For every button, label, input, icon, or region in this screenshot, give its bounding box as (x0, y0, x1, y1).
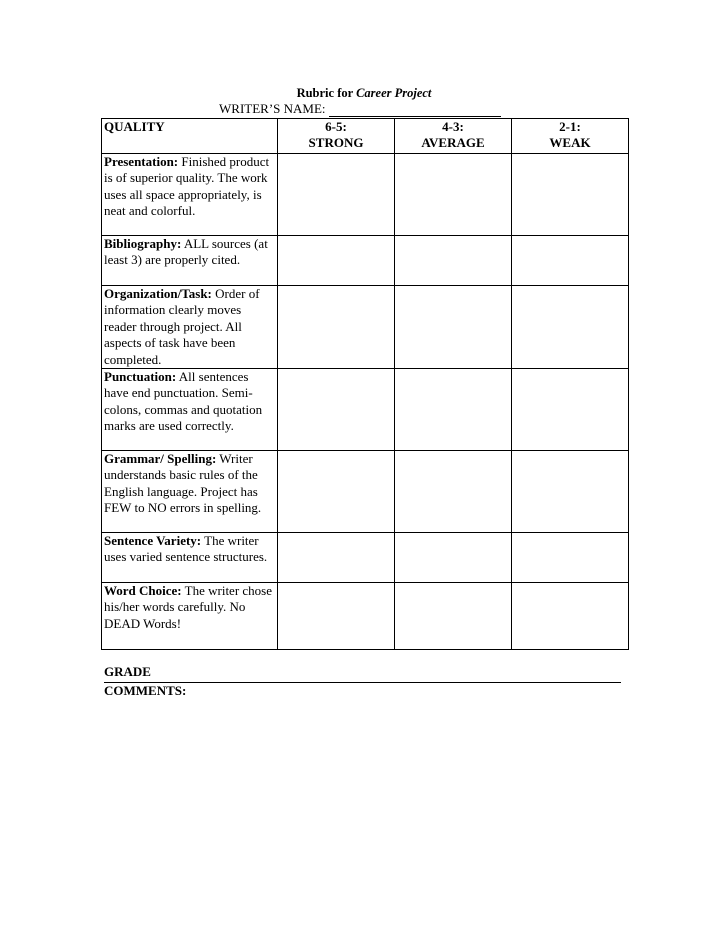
rubric-table (101, 118, 629, 650)
strong-label: STRONG (308, 135, 364, 150)
criterion-row-grammar (102, 451, 629, 533)
criterion-cell (102, 286, 278, 369)
criterion-desc: Finished product is of superior quality. The work uses all space appropriately, is neat and colorful. (104, 154, 270, 219)
criterion-name: Organization/Task: (104, 286, 212, 301)
criterion-name: Word Choice: (104, 583, 182, 599)
score-cell-weak[interactable] (512, 451, 629, 533)
criterion-desc: The writer chose his/her words carefully. No DEAD Words! (104, 583, 273, 631)
score-cell-average[interactable] (395, 533, 512, 583)
score-cell-strong[interactable] (278, 533, 395, 583)
score-cell-weak[interactable] (512, 369, 629, 451)
score-cell-strong[interactable] (278, 451, 395, 533)
criterion-row-sentence-variety (102, 533, 629, 583)
score-cell-strong[interactable] (278, 154, 395, 236)
score-cell-average[interactable] (395, 154, 512, 236)
comments-label: COMMENTS: (104, 683, 187, 698)
criterion-cell (102, 451, 278, 533)
score-cell-weak[interactable] (512, 533, 629, 583)
criterion-name: Grammar/ Spelling: (104, 451, 217, 467)
score-cell-weak[interactable] (512, 154, 629, 236)
criterion-row-word-choice (102, 583, 629, 650)
criterion-desc: All sentences have end punctuation. Semi-colons, commas and quotation marks are used correctly. (104, 369, 263, 434)
rubric-title (0, 86, 728, 101)
strong-header (278, 119, 395, 154)
weak-score: 2-1: (559, 119, 581, 134)
criterion-desc: Writer understands basic rules of the English language. Project has FEW to NO errors in spelling. (104, 451, 262, 516)
score-cell-strong[interactable] (278, 236, 395, 286)
criterion-row-punctuation (102, 369, 629, 451)
weak-label: WEAK (549, 135, 591, 150)
header-row (102, 119, 629, 154)
grade-label: GRADE (104, 664, 151, 679)
title-project: Career Project (356, 86, 432, 100)
weak-header (512, 119, 629, 154)
criterion-name: Bibliography: (104, 236, 182, 251)
average-label: AVERAGE (421, 135, 485, 150)
criterion-row-organization (102, 286, 629, 369)
score-cell-weak[interactable] (512, 583, 629, 650)
criterion-cell (102, 154, 278, 236)
average-score: 4-3: (442, 119, 464, 134)
score-cell-strong[interactable] (278, 369, 395, 451)
quality-header: QUALITY (102, 119, 278, 154)
score-cell-strong[interactable] (278, 583, 395, 650)
criterion-name: Punctuation: (104, 369, 177, 385)
criterion-row-presentation (102, 154, 629, 236)
criterion-cell (102, 583, 278, 650)
title-prefix: Rubric for (296, 86, 357, 100)
score-cell-average[interactable] (395, 451, 512, 533)
criterion-desc: The writer uses varied sentence structures. (104, 533, 268, 565)
score-cell-average[interactable] (395, 369, 512, 451)
writer-name-label: WRITER’S NAME: (219, 101, 326, 116)
score-cell-strong[interactable] (278, 286, 395, 369)
criterion-desc: ALL sources (at least 3) are properly cited. (104, 236, 268, 268)
criterion-name: Presentation: (104, 154, 179, 169)
criterion-cell (102, 533, 278, 583)
strong-score: 6-5: (325, 119, 347, 134)
score-cell-average[interactable] (395, 236, 512, 286)
writer-name-line (219, 101, 501, 117)
criterion-desc: Order of information clearly moves reader through project. All aspects of task have been completed. (104, 286, 260, 367)
score-cell-average[interactable] (395, 583, 512, 650)
criterion-cell (102, 369, 278, 451)
average-header (395, 119, 512, 154)
score-cell-average[interactable] (395, 286, 512, 369)
criterion-cell (102, 236, 278, 286)
score-cell-weak[interactable] (512, 236, 629, 286)
writer-name-blank[interactable] (329, 104, 501, 117)
criterion-row-bibliography (102, 236, 629, 286)
score-cell-weak[interactable] (512, 286, 629, 369)
criterion-name: Sentence Variety: (104, 533, 202, 549)
